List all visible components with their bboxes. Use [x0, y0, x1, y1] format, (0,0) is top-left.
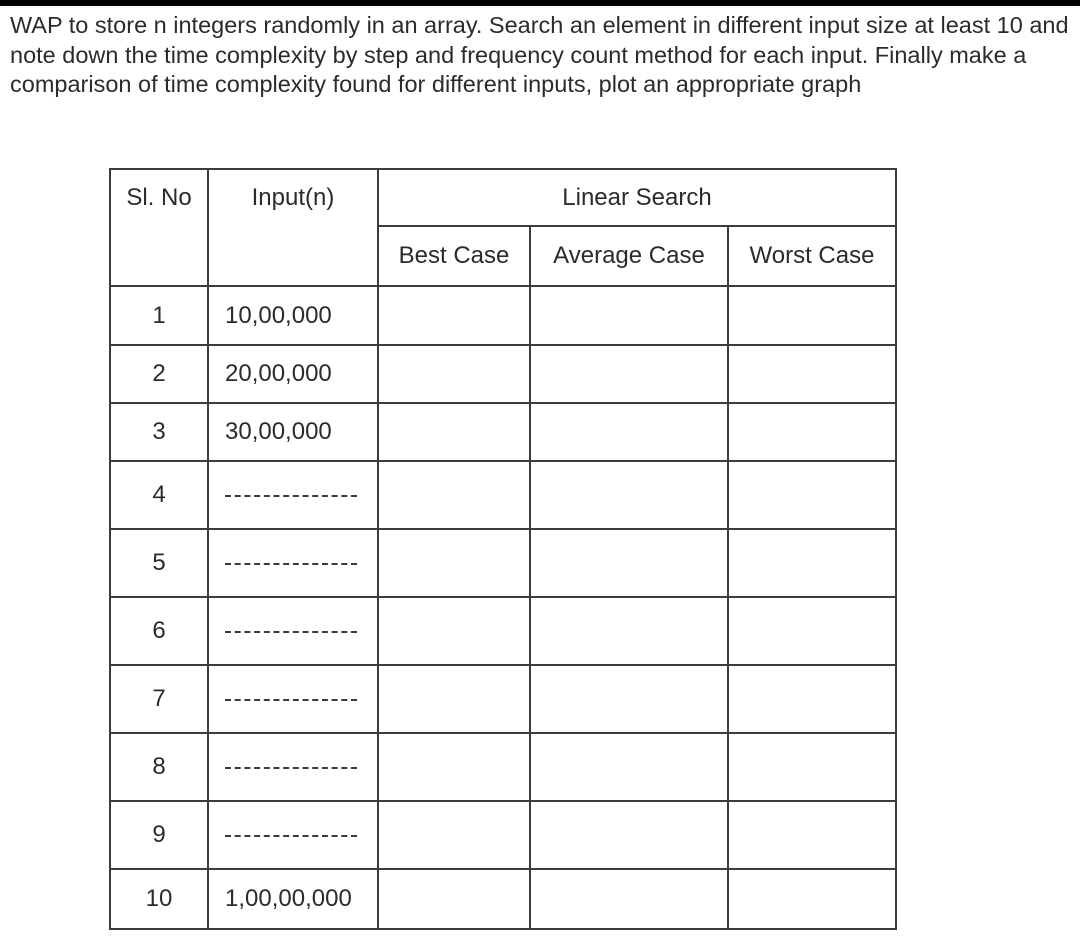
cell-input: [208, 597, 378, 665]
cell-worst-case: [728, 597, 896, 665]
table-row: [110, 461, 896, 529]
cell-input: 10,00,000: [208, 286, 378, 345]
cell-best-case: [378, 597, 530, 665]
table-row: [110, 286, 896, 345]
cell-input: 1,00,00,000: [208, 869, 378, 929]
table-row: [110, 733, 896, 801]
cell-worst-case: [728, 286, 896, 345]
cell-average-case: [530, 461, 728, 529]
cell-sl-no: 2: [110, 345, 208, 403]
header-input: Input(n): [208, 169, 378, 286]
cell-best-case: [378, 345, 530, 403]
placeholder-dashes: [225, 631, 357, 633]
table-row: [110, 597, 896, 665]
cell-input: [208, 665, 378, 733]
cell-average-case: [530, 286, 728, 345]
cell-sl-no: 1: [110, 286, 208, 345]
problem-statement: WAP to store n integers randomly in an array. Search an element in different input size at least 10 and note down the time complexity by step and frequency count method for each input. Finally make a comparison of time complexity found for different inputs, plot an appropriate graph: [10, 12, 1069, 97]
table-row: [110, 403, 896, 461]
placeholder-dashes: [225, 767, 357, 769]
table-row: [110, 345, 896, 403]
placeholder-dashes: [225, 563, 357, 565]
table-row: [110, 801, 896, 869]
cell-input: [208, 801, 378, 869]
cell-best-case: [378, 403, 530, 461]
cell-sl-no: 7: [110, 665, 208, 733]
placeholder-dashes: [225, 699, 357, 701]
cell-best-case: [378, 286, 530, 345]
cell-worst-case: [728, 665, 896, 733]
header-average-case: Average Case: [530, 226, 728, 286]
cell-input: [208, 733, 378, 801]
cell-average-case: [530, 665, 728, 733]
cell-average-case: [530, 597, 728, 665]
cell-sl-no: 8: [110, 733, 208, 801]
cell-worst-case: [728, 403, 896, 461]
cell-average-case: [530, 869, 728, 929]
cell-average-case: [530, 403, 728, 461]
cell-best-case: [378, 461, 530, 529]
cell-best-case: [378, 665, 530, 733]
cell-average-case: [530, 801, 728, 869]
cell-worst-case: [728, 461, 896, 529]
top-edge-bar: [0, 0, 1080, 6]
cell-best-case: [378, 529, 530, 597]
cell-best-case: [378, 801, 530, 869]
cell-sl-no: 9: [110, 801, 208, 869]
table-body: [110, 286, 896, 929]
linear-search-table: [109, 168, 897, 930]
cell-input: [208, 529, 378, 597]
cell-input: [208, 461, 378, 529]
cell-sl-no: 5: [110, 529, 208, 597]
cell-worst-case: [728, 801, 896, 869]
cell-input: 20,00,000: [208, 345, 378, 403]
cell-average-case: [530, 733, 728, 801]
cell-worst-case: [728, 869, 896, 929]
cell-sl-no: 10: [110, 869, 208, 929]
table-row: [110, 529, 896, 597]
table-row: [110, 665, 896, 733]
cell-best-case: [378, 869, 530, 929]
header-worst-case: Worst Case: [728, 226, 896, 286]
header-best-case: Best Case: [378, 226, 530, 286]
table-row: [110, 869, 896, 929]
header-linear-search: Linear Search: [378, 169, 896, 226]
cell-average-case: [530, 345, 728, 403]
cell-worst-case: [728, 345, 896, 403]
cell-sl-no: 3: [110, 403, 208, 461]
cell-worst-case: [728, 733, 896, 801]
placeholder-dashes: [225, 495, 357, 497]
placeholder-dashes: [225, 835, 357, 837]
cell-sl-no: 6: [110, 597, 208, 665]
cell-average-case: [530, 529, 728, 597]
cell-input: 30,00,000: [208, 403, 378, 461]
cell-sl-no: 4: [110, 461, 208, 529]
cell-best-case: [378, 733, 530, 801]
header-sl-no: Sl. No: [110, 169, 208, 286]
cell-worst-case: [728, 529, 896, 597]
